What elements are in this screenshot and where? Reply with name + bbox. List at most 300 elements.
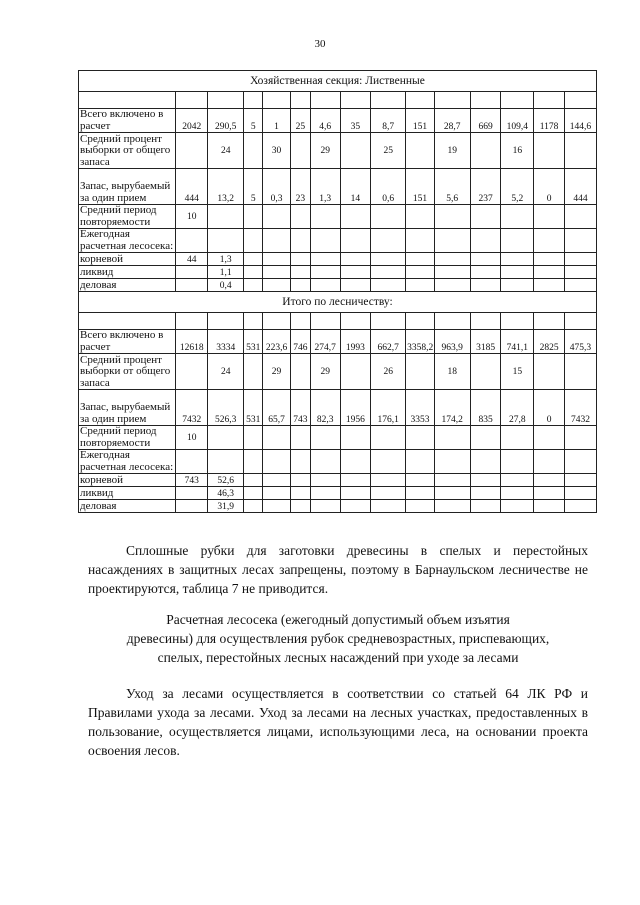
empty-cell — [310, 487, 340, 500]
table-row — [79, 279, 597, 292]
empty-cell — [564, 313, 596, 330]
table-cell: 151 — [406, 169, 435, 205]
table-cell — [501, 205, 534, 229]
section-title: Итого по лесничеству: — [79, 292, 597, 313]
table-cell — [310, 205, 340, 229]
table-cell: 3353 — [406, 390, 435, 426]
table-cell — [176, 500, 208, 513]
table-cell: 741,1 — [501, 330, 534, 354]
empty-cell — [340, 450, 371, 474]
table-cell: 29 — [310, 133, 340, 169]
table-cell — [406, 426, 435, 450]
empty-cell — [534, 500, 565, 513]
table-cell — [371, 205, 406, 229]
empty-cell — [371, 500, 406, 513]
table-cell — [176, 354, 208, 390]
empty-cell — [501, 253, 534, 266]
table-cell — [176, 133, 208, 169]
empty-cell — [564, 229, 596, 253]
table-cell: 1,3 — [310, 169, 340, 205]
empty-cell — [290, 450, 310, 474]
table-cell — [470, 354, 501, 390]
table-cell — [244, 426, 263, 450]
table-cell: 29 — [263, 354, 291, 390]
empty-cell — [434, 279, 470, 292]
table-cell: 475,3 — [564, 330, 596, 354]
empty-cell — [263, 279, 291, 292]
table-cell: 743 — [290, 390, 310, 426]
spacer-row — [79, 313, 597, 330]
table-cell: 65,7 — [263, 390, 291, 426]
table-cell: 274,7 — [310, 330, 340, 354]
table-row — [79, 133, 597, 169]
paragraph-forest-care: Уход за лесами осуществляется в соответствии со статьей 64 ЛК РФ и Правилами ухода за лесами. Уход за лесами на лесных участках, предоставленных в пользование, осуществляется лицами, использующими леса, на основании проекта освоения лесов. — [88, 686, 588, 758]
empty-cell — [244, 279, 263, 292]
table-cell: 0 — [534, 390, 565, 426]
empty-cell — [371, 313, 406, 330]
empty-cell — [434, 450, 470, 474]
empty-cell — [340, 92, 371, 109]
empty-cell — [406, 229, 435, 253]
table-cell: 13,2 — [208, 169, 244, 205]
empty-cell — [534, 279, 565, 292]
empty-cell — [244, 266, 263, 279]
empty-cell — [263, 474, 291, 487]
table-cell: 531 — [244, 390, 263, 426]
empty-cell — [263, 313, 291, 330]
table-row — [79, 253, 597, 266]
table-cell: 7432 — [176, 390, 208, 426]
table-cell: 963,9 — [434, 330, 470, 354]
table-cell — [290, 133, 310, 169]
table-cell — [470, 426, 501, 450]
table-cell: 7432 — [564, 390, 596, 426]
heading-line-2: древесины) для осуществления рубок средневозрастных, приспевающих, — [126, 631, 550, 646]
empty-cell — [564, 253, 596, 266]
empty-cell — [434, 487, 470, 500]
table-cell: 12618 — [176, 330, 208, 354]
empty-cell — [290, 500, 310, 513]
table-cell: 151 — [406, 109, 435, 133]
table-cell — [290, 205, 310, 229]
empty-cell — [564, 266, 596, 279]
table-cell: 5,2 — [501, 169, 534, 205]
empty-cell — [310, 92, 340, 109]
empty-cell — [263, 500, 291, 513]
empty-cell — [208, 92, 244, 109]
empty-cell — [501, 500, 534, 513]
table-cell — [244, 205, 263, 229]
empty-cell — [406, 253, 435, 266]
empty-cell — [340, 229, 371, 253]
empty-cell — [534, 229, 565, 253]
table-cell — [434, 205, 470, 229]
table-cell: 835 — [470, 390, 501, 426]
paragraph-clear-cutting: Сплошные рубки для заготовки древесины в спелых и перестойных насаждениях в защитных лесах запрещены, поэтому в Барнаульском лесничестве не проектируются, таблица 7 не приводится. — [88, 543, 588, 596]
table-row — [79, 487, 597, 500]
empty-cell — [290, 266, 310, 279]
empty-cell — [371, 253, 406, 266]
empty-cell — [263, 253, 291, 266]
empty-cell — [534, 313, 565, 330]
empty-cell — [340, 500, 371, 513]
table-cell — [340, 426, 371, 450]
empty-cell — [290, 313, 310, 330]
table-cell — [340, 205, 371, 229]
empty-cell — [406, 474, 435, 487]
table-cell — [176, 487, 208, 500]
empty-cell — [310, 229, 340, 253]
empty-cell — [406, 92, 435, 109]
row-label: Всего включено в расчет — [79, 109, 176, 133]
table-cell — [534, 354, 565, 390]
section-header-total — [79, 292, 597, 313]
heading-line-1: Расчетная лесосека (ежегодный допустимый объем изъятия — [166, 612, 510, 627]
table-row — [79, 474, 597, 487]
section-header-hardwoods — [79, 71, 597, 92]
table-cell: 31,9 — [208, 500, 244, 513]
table-cell: 746 — [290, 330, 310, 354]
empty-cell — [244, 229, 263, 253]
empty-cell — [208, 229, 244, 253]
empty-cell — [534, 253, 565, 266]
table-cell: 14 — [340, 169, 371, 205]
empty-cell — [176, 92, 208, 109]
empty-cell — [310, 266, 340, 279]
empty-cell — [406, 487, 435, 500]
table-cell: 223,6 — [263, 330, 291, 354]
table-cell: 3185 — [470, 330, 501, 354]
row-label: Ежегодная расчетная лесосека: — [79, 229, 176, 253]
empty-cell — [310, 279, 340, 292]
empty-cell — [340, 313, 371, 330]
empty-cell — [244, 450, 263, 474]
empty-cell — [340, 487, 371, 500]
table-row — [79, 266, 597, 279]
table-cell: 3334 — [208, 330, 244, 354]
empty-cell — [501, 487, 534, 500]
table-cell: 52,6 — [208, 474, 244, 487]
row-label: Средний период повторяемости — [79, 426, 176, 450]
empty-cell — [534, 266, 565, 279]
table-cell: 662,7 — [371, 330, 406, 354]
table-cell — [244, 133, 263, 169]
empty-cell — [501, 450, 534, 474]
table-cell: 4,6 — [310, 109, 340, 133]
table-cell: 30 — [263, 133, 291, 169]
table-cell — [534, 133, 565, 169]
table-cell — [310, 426, 340, 450]
empty-cell — [310, 450, 340, 474]
table-cell: 1178 — [534, 109, 565, 133]
empty-cell — [371, 279, 406, 292]
table-cell — [290, 426, 310, 450]
empty-cell — [79, 92, 176, 109]
empty-cell — [564, 279, 596, 292]
empty-cell — [244, 253, 263, 266]
table-cell: 237 — [470, 169, 501, 205]
table-cell — [564, 354, 596, 390]
table-cell: 10 — [176, 205, 208, 229]
table-cell: 531 — [244, 330, 263, 354]
empty-cell — [564, 474, 596, 487]
table-cell — [371, 426, 406, 450]
row-label: ликвид — [79, 266, 176, 279]
table-cell: 82,3 — [310, 390, 340, 426]
table-cell — [263, 205, 291, 229]
table-cell: 3358,2 — [406, 330, 435, 354]
empty-cell — [406, 266, 435, 279]
table-cell: 46,3 — [208, 487, 244, 500]
empty-cell — [534, 92, 565, 109]
row-label: ликвид — [79, 487, 176, 500]
table-cell: 2042 — [176, 109, 208, 133]
empty-cell — [470, 487, 501, 500]
empty-cell — [263, 266, 291, 279]
heading-line-3: спелых, перестойных лесных насаждений при уходе за лесами — [157, 650, 519, 665]
empty-cell — [434, 313, 470, 330]
empty-cell — [470, 450, 501, 474]
table-cell: 0,4 — [208, 279, 244, 292]
empty-cell — [371, 229, 406, 253]
table-cell: 743 — [176, 474, 208, 487]
table-cell: 23 — [290, 169, 310, 205]
row-label: Средний процент выборки от общего запаса — [79, 354, 176, 390]
table-cell: 526,3 — [208, 390, 244, 426]
empty-cell — [534, 487, 565, 500]
empty-cell — [501, 279, 534, 292]
empty-cell — [501, 266, 534, 279]
table-cell: 0,3 — [263, 169, 291, 205]
table-cell — [564, 205, 596, 229]
empty-cell — [371, 474, 406, 487]
table-cell: 0 — [534, 169, 565, 205]
table-row — [79, 205, 597, 229]
table-row — [79, 229, 597, 253]
table-cell — [176, 279, 208, 292]
empty-cell — [176, 450, 208, 474]
table-cell — [406, 205, 435, 229]
empty-cell — [244, 474, 263, 487]
row-label: Запас, вырубаемый за один прием — [79, 169, 176, 205]
table-row — [79, 390, 597, 426]
empty-cell — [470, 229, 501, 253]
row-label: Запас, вырубаемый за один прием — [79, 390, 176, 426]
empty-cell — [434, 92, 470, 109]
empty-cell — [501, 313, 534, 330]
empty-cell — [406, 450, 435, 474]
empty-cell — [564, 500, 596, 513]
empty-cell — [244, 500, 263, 513]
table-cell: 444 — [564, 169, 596, 205]
table-cell: 28,7 — [434, 109, 470, 133]
empty-cell — [263, 229, 291, 253]
table-cell: 1956 — [340, 390, 371, 426]
empty-cell — [501, 92, 534, 109]
empty-cell — [406, 313, 435, 330]
table-cell: 444 — [176, 169, 208, 205]
table-cell — [434, 426, 470, 450]
empty-cell — [310, 253, 340, 266]
table-cell — [176, 266, 208, 279]
empty-cell — [263, 450, 291, 474]
table-cell: 44 — [176, 253, 208, 266]
empty-cell — [290, 279, 310, 292]
empty-cell — [176, 229, 208, 253]
empty-cell — [79, 313, 176, 330]
table-cell — [406, 133, 435, 169]
table-cell: 290,5 — [208, 109, 244, 133]
empty-cell — [470, 266, 501, 279]
table-cell — [534, 205, 565, 229]
empty-cell — [176, 313, 208, 330]
empty-cell — [534, 474, 565, 487]
table-cell: 15 — [501, 354, 534, 390]
empty-cell — [470, 92, 501, 109]
table-cell: 144,6 — [564, 109, 596, 133]
table-cell: 35 — [340, 109, 371, 133]
row-label: Средний период повторяемости — [79, 205, 176, 229]
table-cell: 5 — [244, 169, 263, 205]
empty-cell — [310, 313, 340, 330]
table-cell: 669 — [470, 109, 501, 133]
table-row — [79, 500, 597, 513]
empty-cell — [371, 266, 406, 279]
table-cell: 10 — [176, 426, 208, 450]
empty-cell — [340, 266, 371, 279]
table-cell — [470, 133, 501, 169]
table-cell: 5,6 — [434, 169, 470, 205]
empty-cell — [371, 450, 406, 474]
spacer-row — [79, 92, 597, 109]
empty-cell — [340, 474, 371, 487]
table-cell: 19 — [434, 133, 470, 169]
table-cell — [340, 354, 371, 390]
empty-cell — [534, 450, 565, 474]
empty-cell — [371, 487, 406, 500]
table-row — [79, 354, 597, 390]
empty-cell — [244, 92, 263, 109]
table-cell — [290, 354, 310, 390]
table-cell — [208, 205, 244, 229]
table-row — [79, 109, 597, 133]
empty-cell — [290, 253, 310, 266]
row-label: корневой — [79, 253, 176, 266]
row-label: Средний процент выборки от общего запаса — [79, 133, 176, 169]
table-cell: 1,1 — [208, 266, 244, 279]
table-cell — [501, 426, 534, 450]
table-cell: 1 — [263, 109, 291, 133]
table-cell: 5 — [244, 109, 263, 133]
allowable-cut-table — [78, 70, 597, 513]
row-label: Всего включено в расчет — [79, 330, 176, 354]
table-cell: 2825 — [534, 330, 565, 354]
table-cell: 0,6 — [371, 169, 406, 205]
table-cell: 27,8 — [501, 390, 534, 426]
table-row — [79, 450, 597, 474]
table-cell: 8,7 — [371, 109, 406, 133]
table-cell: 174,2 — [434, 390, 470, 426]
empty-cell — [208, 450, 244, 474]
section-heading — [88, 610, 588, 667]
row-label: Ежегодная расчетная лесосека: — [79, 450, 176, 474]
table-cell: 176,1 — [371, 390, 406, 426]
empty-cell — [564, 450, 596, 474]
empty-cell — [434, 500, 470, 513]
empty-cell — [434, 474, 470, 487]
empty-cell — [470, 313, 501, 330]
table-cell — [263, 426, 291, 450]
empty-cell — [470, 500, 501, 513]
table-cell — [470, 205, 501, 229]
empty-cell — [434, 253, 470, 266]
table-cell: 16 — [501, 133, 534, 169]
empty-cell — [371, 92, 406, 109]
empty-cell — [564, 92, 596, 109]
empty-cell — [501, 229, 534, 253]
table-cell: 24 — [208, 133, 244, 169]
empty-cell — [434, 266, 470, 279]
section-title: Хозяйственная секция: Лиственные — [79, 71, 597, 92]
table-cell: 18 — [434, 354, 470, 390]
table-row — [79, 426, 597, 450]
table-row — [79, 330, 597, 354]
table-cell: 24 — [208, 354, 244, 390]
row-label: деловая — [79, 500, 176, 513]
row-label: корневой — [79, 474, 176, 487]
table-cell — [208, 426, 244, 450]
table-cell — [340, 133, 371, 169]
table-cell: 1,3 — [208, 253, 244, 266]
empty-cell — [290, 474, 310, 487]
table-cell: 109,4 — [501, 109, 534, 133]
table-row — [79, 169, 597, 205]
empty-cell — [470, 253, 501, 266]
table-cell — [244, 354, 263, 390]
empty-cell — [263, 487, 291, 500]
row-label: деловая — [79, 279, 176, 292]
empty-cell — [310, 500, 340, 513]
empty-cell — [290, 487, 310, 500]
empty-cell — [434, 229, 470, 253]
empty-cell — [470, 279, 501, 292]
table-cell: 29 — [310, 354, 340, 390]
empty-cell — [406, 500, 435, 513]
table-cell: 26 — [371, 354, 406, 390]
empty-cell — [310, 474, 340, 487]
empty-cell — [501, 474, 534, 487]
empty-cell — [244, 313, 263, 330]
empty-cell — [290, 92, 310, 109]
empty-cell — [340, 253, 371, 266]
table-cell: 25 — [371, 133, 406, 169]
empty-cell — [470, 474, 501, 487]
empty-cell — [290, 229, 310, 253]
empty-cell — [406, 279, 435, 292]
empty-cell — [244, 487, 263, 500]
page-number: 30 — [314, 38, 326, 50]
table-cell: 25 — [290, 109, 310, 133]
table-cell — [534, 426, 565, 450]
table-cell: 1993 — [340, 330, 371, 354]
empty-cell — [340, 279, 371, 292]
table-cell — [564, 426, 596, 450]
table-cell — [564, 133, 596, 169]
empty-cell — [263, 92, 291, 109]
empty-cell — [564, 487, 596, 500]
table-cell — [406, 354, 435, 390]
empty-cell — [208, 313, 244, 330]
